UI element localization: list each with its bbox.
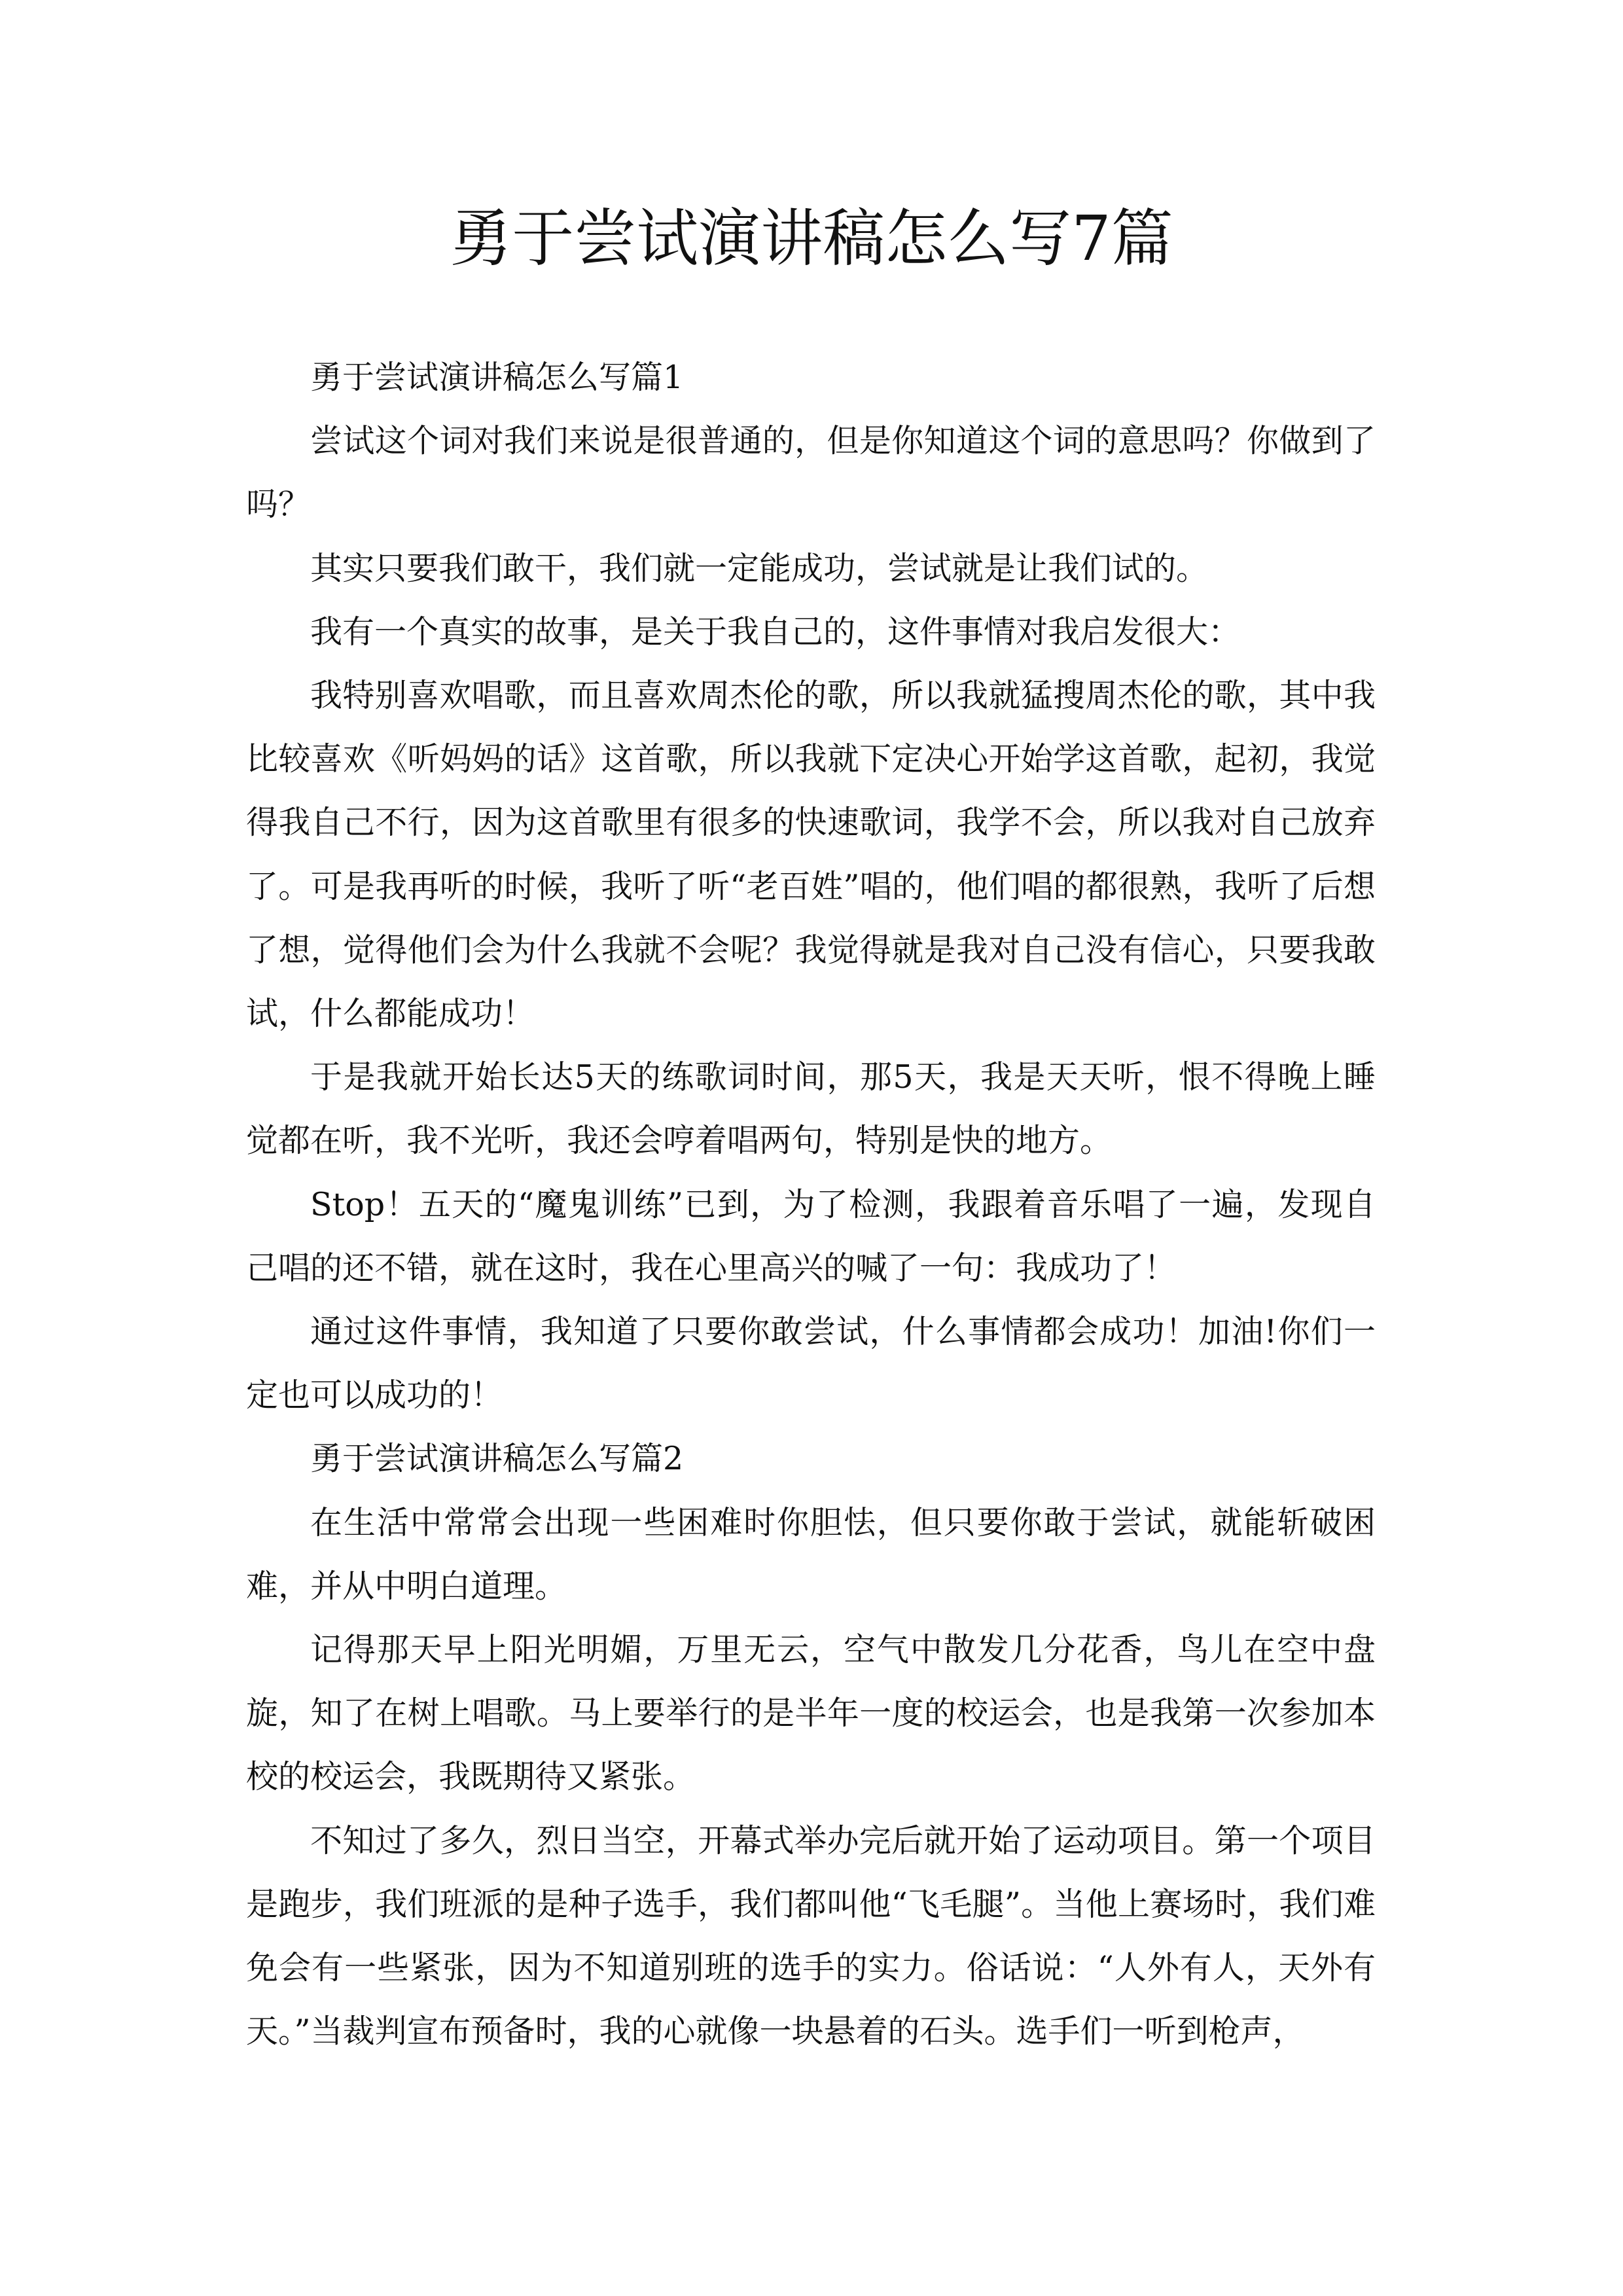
section-heading: 勇于尝试演讲稿怎么写篇2	[310, 1440, 684, 1478]
document-title: 勇于尝试演讲稿怎么写7篇	[450, 203, 1173, 275]
paragraph: 在生活中常常会出现一些困难时你胆怯，但只要你敢于尝试，就能斩破困难，并从中明白道理。	[246, 1503, 1376, 1605]
paragraph: 我特别喜欢唱歌，而且喜欢周杰伦的歌，所以我就猛搜周杰伦的歌，其中我比较喜欢《听妈妈的话》这首歌，所以我就下定决心开始学这首歌，起初，我觉得我自己不行，因为这首歌里有很多的快速歌词，我学不会，所以我对自己放弃了。可是我再听的时候，我听了听“老百姓”唱的，他们唱的都很熟，我听了后想了想，觉得他们会为什么我就不会呢？我觉得就是我对自己没有信心，只要我敢试，什么都能成功！	[246, 677, 1376, 1033]
section-heading: 勇于尝试演讲稿怎么写篇1	[310, 359, 684, 396]
paragraph: 不知过了多久，烈日当空，开幕式举办完后就开始了运动项目。第一个项目是跑步，我们班派的是种子选手，我们都叫他“飞毛腿”。当他上赛场时，我们难免会有一些紧张，因为不知道别班的选手的实力。俗话说：“人外有人，天外有天。”当裁判宣布预备时，我的心就像一块悬着的石头。选手们一听到枪声，	[246, 1821, 1376, 2051]
document-body	[246, 346, 1376, 2063]
paragraph: 记得那天早上阳光明媚，万里无云，空气中散发几分花香，鸟儿在空中盘旋，知了在树上唱歌。马上要举行的是半年一度的校运会，也是我第一次参加本校的校运会，我既期待又紧张。	[246, 1631, 1376, 1796]
paragraph: 我有一个真实的故事，是关于我自己的，这件事情对我启发很大：	[310, 613, 1241, 651]
paragraph: 其实只要我们敢干，我们就一定能成功，尝试就是让我们试的。	[310, 549, 1209, 587]
paragraph: Stop！五天的“魔鬼训练”已到，为了检测，我跟着音乐唱了一遍，发现自己唱的还不错，就在这时，我在心里高兴的喊了一句：我成功了！	[246, 1185, 1376, 1287]
paragraph: 于是我就开始长达5天的练歌词时间，那5天，我是天天听，恨不得晚上睡觉都在听，我不光听，我还会哼着唱两句，特别是快的地方。	[246, 1058, 1376, 1160]
paragraph: 通过这件事情，我知道了只要你敢尝试，什么事情都会成功！加油!你们一定也可以成功的！	[246, 1313, 1376, 1414]
paragraph: 尝试这个词对我们来说是很普通的，但是你知道这个词的意思吗？你做到了吗？	[246, 422, 1376, 524]
